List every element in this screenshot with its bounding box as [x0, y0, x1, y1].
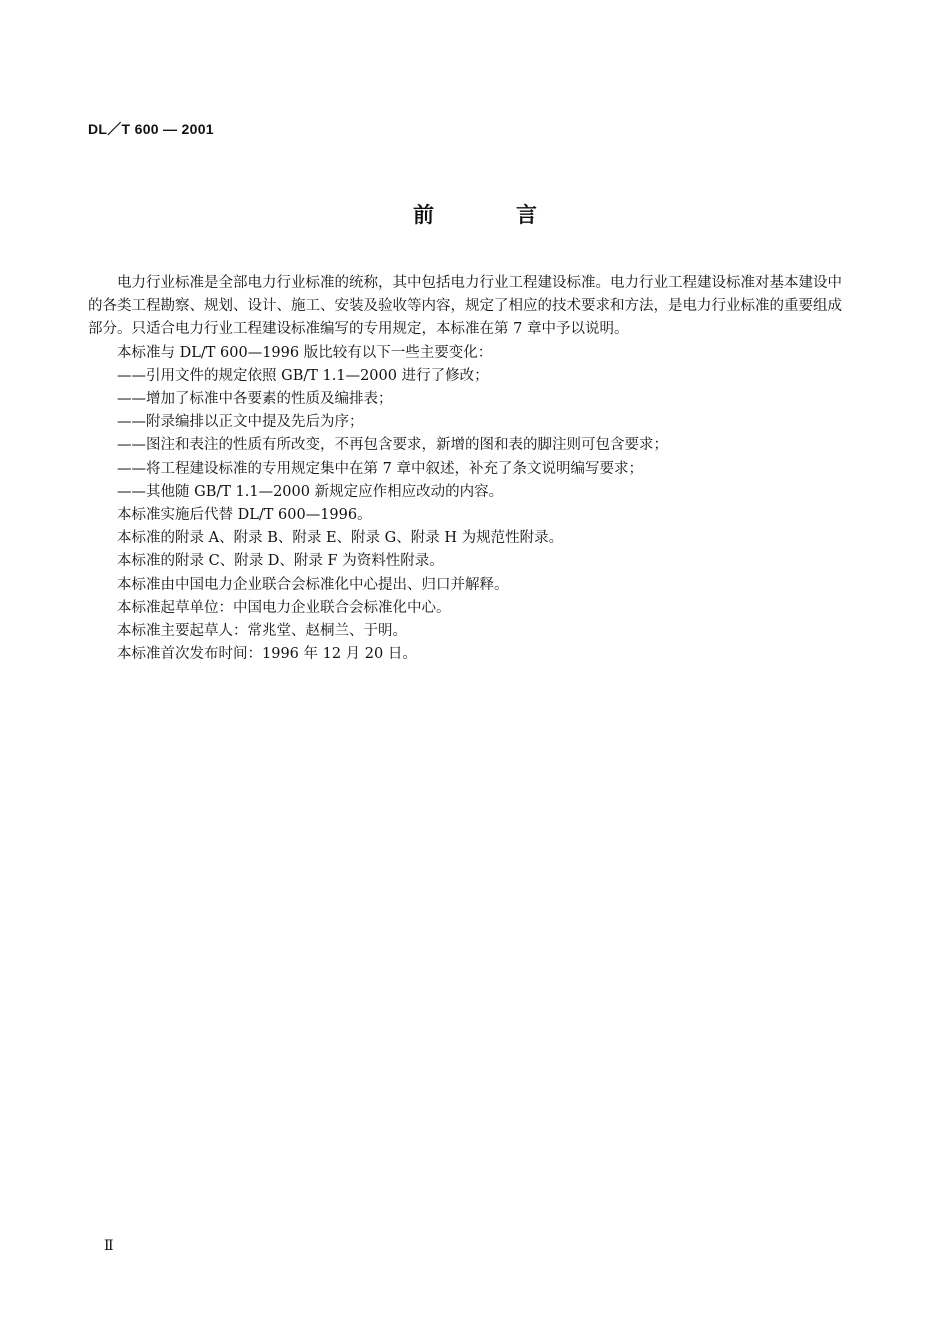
statement-informative-annexes: 本标准的附录 C、附录 D、附录 F 为资料性附录。	[117, 553, 444, 570]
change-item: ——引用文件的规定依照 GB/T 1.1—2000 进行了修改；	[117, 367, 489, 384]
change-item: ——其他随 GB/T 1.1—2000 新规定应作相应改动的内容。	[117, 483, 504, 500]
statement-first-release: 本标准首次发布时间：1996 年 12 月 20 日。	[117, 646, 417, 663]
statement-replaces: 本标准实施后代替 DL/T 600—1996。	[117, 507, 372, 524]
statement-normative-annexes: 本标准的附录 A、附录 B、附录 E、附录 G、附录 H 为规范性附录。	[117, 530, 564, 547]
change-item: ——增加了标准中各要素的性质及编排表；	[117, 391, 393, 408]
page-title	[0, 199, 950, 229]
change-item: ——将工程建设标准的专用规定集中在第 7 章中叙述，补充了条文说明编写要求；	[117, 460, 643, 477]
change-item: ——图注和表注的性质有所改变，不再包含要求，新增的图和表的脚注则可包含要求；	[117, 437, 668, 454]
page-title-char-2: 言	[516, 203, 537, 227]
intro-paragraph: 电力行业标准是全部电力行业标准的统称，其中包括电力行业工程建设标准。电力行业工程建设标准对基本建设中的各类工程勘察、规划、设计、施工、安装及验收等内容，规定了相应的技术要求和方法，是电力行业标准的重要组成部分。只适合电力行业工程建设标准编写的专用规定，本标准在第 7 章中予以说明。	[88, 275, 842, 338]
change-item: ——附录编排以正文中提及先后为序；	[117, 414, 364, 431]
standard-code: DL／T 600 — 2001	[88, 121, 214, 137]
changes-intro: 本标准与 DL/T 600—1996 版比较有以下一些主要变化：	[117, 344, 493, 361]
foreword-body	[88, 272, 842, 666]
statement-drafters: 本标准主要起草人：常兆堂、赵桐兰、于明。	[117, 623, 407, 640]
statement-proposer: 本标准由中国电力企业联合会标准化中心提出、归口并解释。	[117, 576, 509, 593]
page-title-char-1: 前	[413, 203, 434, 227]
page-number: Ⅱ	[104, 1238, 114, 1254]
statement-drafting-unit: 本标准起草单位：中国电力企业联合会标准化中心。	[117, 599, 451, 616]
